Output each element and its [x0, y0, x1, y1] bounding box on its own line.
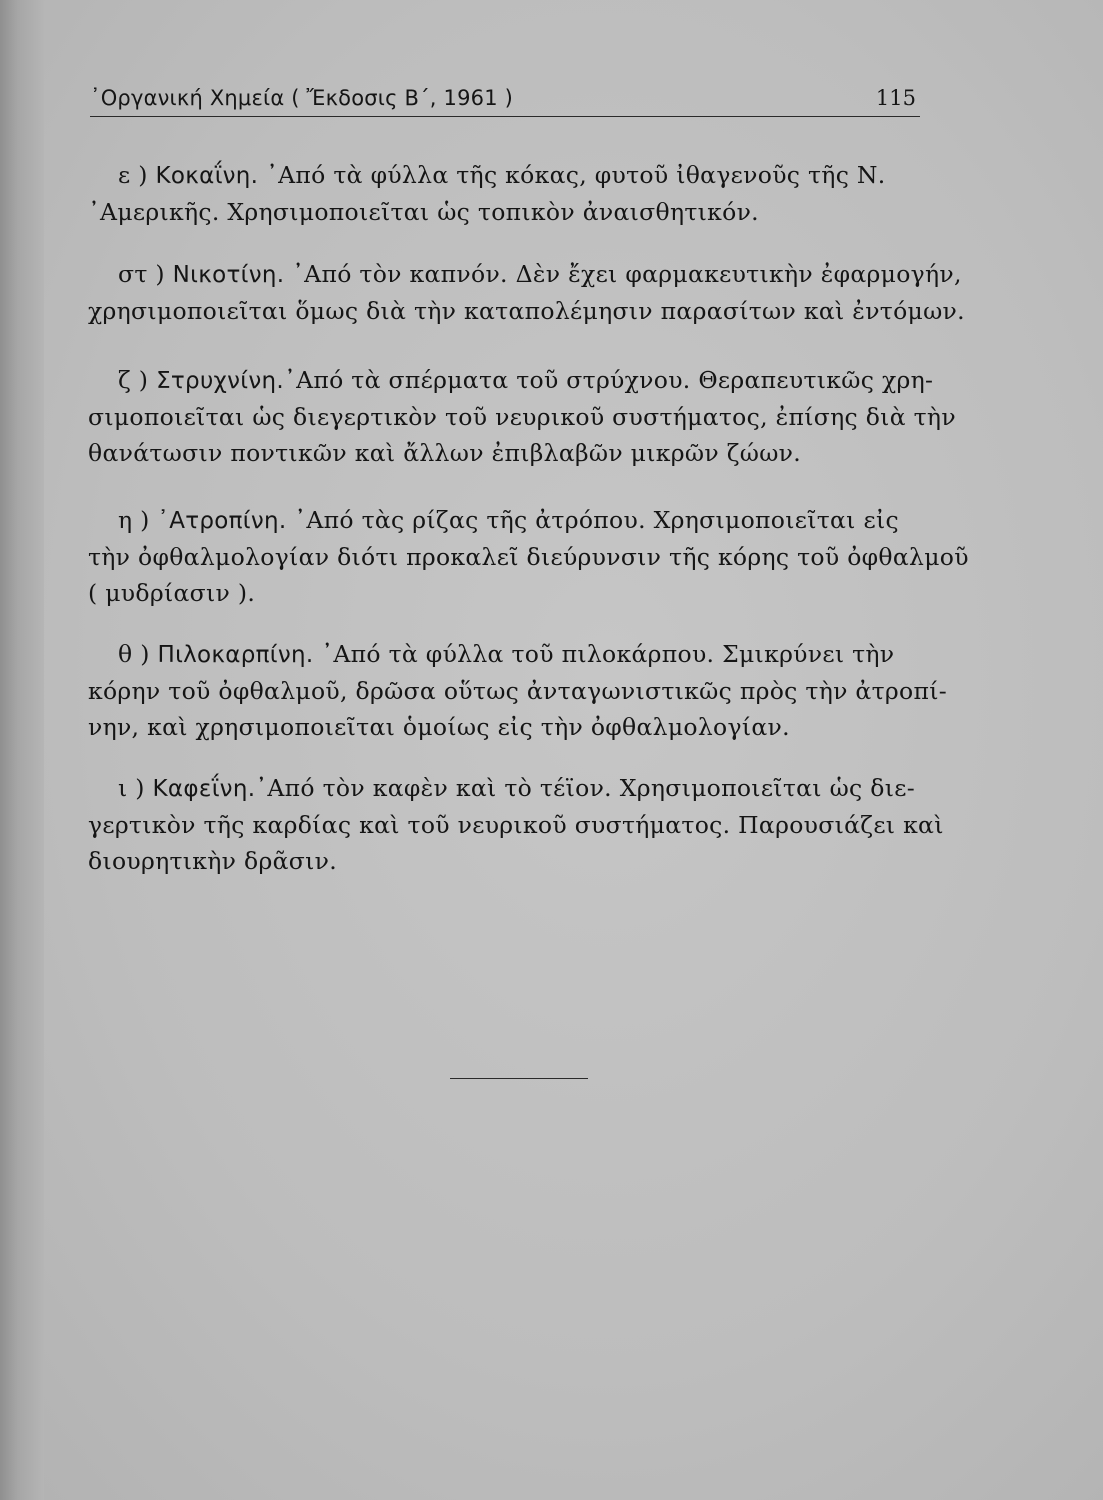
compound-name: ᾿Ατροπίνη.: [157, 508, 287, 534]
paragraph-line: θανάτωσιν ποντικῶν καὶ ἄλλων ἐπιβλαβῶν μικρῶν ζώων.: [88, 439, 802, 467]
paragraph-strychnine: [88, 362, 956, 471]
paragraph-line: [88, 157, 926, 194]
item-marker: ι ): [118, 774, 145, 802]
item-marker: ζ ): [118, 366, 149, 394]
paragraph-line: [88, 502, 926, 539]
section-end-rule: [450, 1078, 588, 1079]
running-header: [90, 86, 920, 117]
item-marker: η ): [118, 506, 150, 534]
paragraph-line: [88, 362, 934, 399]
line-text: ᾿Από τὰ φύλλα τοῦ πιλοκάρπου. Σμικρύνει τὴν: [313, 640, 895, 668]
paragraph-line: διουρητικὴν δρᾶσιν.: [88, 847, 337, 875]
paragraph-line: ᾿Αμερικῆς. Χρησιμοποιεῖται ὡς τοπικὸν ἀναισθητικόν.: [88, 198, 759, 226]
paragraph-cocaine: [88, 157, 926, 230]
paragraph-line: σιμοποιεῖται ὡς διεγερτικὸν τοῦ νευρικοῦ συστήματος, ἐπίσης διὰ τὴν: [88, 403, 956, 431]
paragraph-caffeine: [88, 770, 944, 879]
paragraph-atropine: [88, 502, 969, 611]
paragraph-line: [88, 636, 926, 673]
compound-name: Νικοτίνη.: [172, 262, 285, 288]
paragraph-line: χρησιμοποιεῖται ὅμως διὰ τὴν καταπολέμησιν παρασίτων καὶ ἐντόμων.: [88, 297, 965, 325]
paragraph-line: τὴν ὀφθαλμολογίαν διότι προκαλεῖ διεύρυνσιν τῆς κόρης τοῦ ὀφθαλμοῦ: [88, 543, 969, 571]
page-number: 115: [875, 86, 916, 110]
compound-name: Καφεΐνη.: [152, 776, 256, 802]
paragraph-nicotine: [88, 256, 965, 329]
item-marker: στ ): [118, 260, 165, 288]
compound-name: Κοκαΐνη.: [155, 163, 259, 189]
compound-name: Στρυχνίνη.: [156, 368, 285, 394]
paragraph-line: κόρην τοῦ ὀφθαλμοῦ, δρῶσα οὕτως ἀνταγωνιστικῶς πρὸς τὴν ἀτροπί-: [88, 677, 947, 705]
item-marker: θ ): [118, 640, 150, 668]
line-text: ᾿Από τὸν καφὲν καὶ τὸ τέϊον. Χρησιμοποιεῖται ὡς διε-: [255, 774, 915, 802]
paragraph-pilocarpine: [88, 636, 947, 745]
line-text: ᾿Από τὸν καπνόν. Δὲν ἔχει φαρμακευτικὴν ἐφαρμογήν,: [284, 260, 962, 288]
compound-name: Πιλοκαρπίνη.: [157, 642, 314, 668]
paragraph-line: [88, 256, 962, 293]
line-text: ᾿Από τὰ σπέρματα τοῦ στρύχνου. Θεραπευτικῶς χρη-: [284, 366, 934, 394]
header-title: ᾿Οργανική Χημεία ( Ἔκδοσις Β΄, 1961 ): [90, 86, 514, 110]
paragraph-line: [88, 770, 926, 807]
item-marker: ε ): [118, 161, 148, 189]
line-text: ᾿Από τὰ φύλλα τῆς κόκας, φυτοῦ ἰθαγενοῦς τῆς Ν.: [258, 161, 886, 189]
paragraph-line: ( μυδρίασιν ).: [88, 579, 256, 607]
paragraph-line: νην, καὶ χρησιμοποιεῖται ὁμοίως εἰς τὴν ὀφθαλμολογίαν.: [88, 713, 790, 741]
page-binding-shadow: [0, 0, 44, 1500]
paragraph-line: γερτικὸν τῆς καρδίας καὶ τοῦ νευρικοῦ συστήματος. Παρουσιάζει καὶ: [88, 811, 944, 839]
line-text: ᾿Από τὰς ρίζας τῆς ἀτρόπου. Χρησιμοποιεῖται εἰς: [286, 506, 899, 534]
